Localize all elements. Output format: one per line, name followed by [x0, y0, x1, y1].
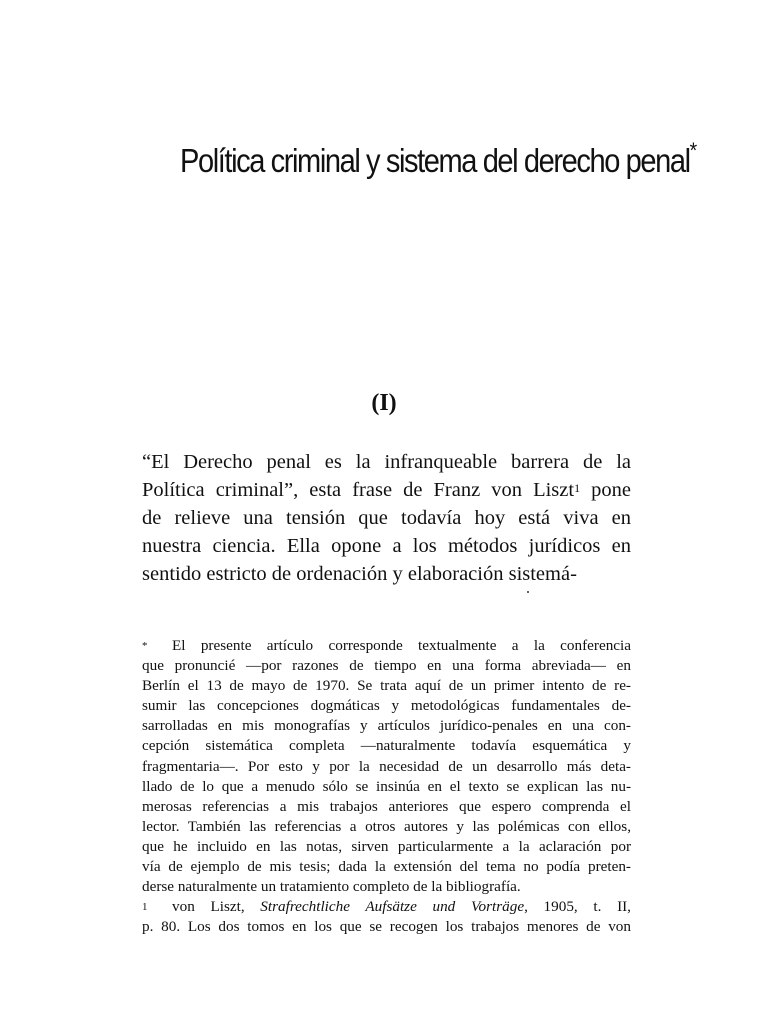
paragraph-line: nuestra ciencia. Ella opone a los métodos jurídicos en	[142, 535, 631, 557]
paragraph-line-tail: pone	[580, 479, 631, 501]
footnote-line: vía de ejemplo de mis tesis; dada la extensión del tema no podía preten-	[142, 858, 631, 876]
footnote-line: p. 80. Los dos tomos en los que se recogen los trabajos menores de von	[142, 918, 631, 936]
footnote-text: El presente artículo corresponde textualmente a la conferencia	[172, 637, 631, 654]
footnote-line: que pronuncié —por razones de tiempo en una forma abreviada— en	[142, 657, 631, 675]
footnote-line	[142, 636, 631, 656]
paragraph-line: de relieve una tensión que todavía hoy está viva en	[142, 507, 631, 529]
footnote-line	[142, 897, 631, 917]
title-footnote-mark: *	[689, 138, 696, 163]
footnote-mark: *	[142, 640, 148, 652]
stray-mark	[527, 591, 529, 593]
footnote-reference: 1	[574, 481, 581, 495]
page-title	[180, 138, 696, 180]
title-text: Política criminal y sistema del derecho penal	[180, 142, 690, 179]
footnote-text: von Liszt,	[172, 898, 261, 916]
footnote-line: merosas referencias a mis trabajos anteriores que espero comprenda el	[142, 797, 631, 815]
footnote-line: llado de lo que a menudo sólo se insinúa en el texto se explican las nu-	[142, 777, 631, 795]
paragraph-line	[142, 476, 631, 504]
footnote-line: cepción sistemática completa —naturalmente todavía esquemática y	[142, 737, 631, 755]
footnote-line: fragmentaria—. Por esto y por la necesidad de un desarrollo más deta-	[142, 757, 631, 775]
footnote-line: sumir las concepciones dogmáticas y metodológicas fundamentales de-	[142, 697, 631, 715]
footnote-line: Berlín el 13 de mayo de 1970. Se trata aquí de un primer intento de re-	[142, 677, 631, 695]
paragraph-line: “El Derecho penal es la infranqueable barrera de la	[142, 451, 631, 473]
footnote-mark: 1	[142, 901, 148, 914]
paragraph-line: sentido estricto de ordenación y elaboración sistemá-	[142, 563, 577, 585]
section-number: (I)	[371, 390, 397, 416]
paragraph-line-text: Política criminal”, esta frase de Franz von Liszt	[142, 479, 575, 501]
footnote-line: lector. También las referencias a otros autores y las polémicas con ellos,	[142, 817, 631, 835]
footnote-line: sarrolladas en mis monografías y artículos jurídico-penales en una con-	[142, 717, 631, 735]
footnote-text: , 1905, t. II,	[524, 898, 631, 916]
footnote-line: que he incluido en las notas, sirven particularmente a la aclaración por	[142, 837, 631, 855]
cited-work-title: Strafrechtliche Aufsätze und Vorträge	[260, 898, 525, 916]
main-paragraph	[142, 448, 631, 588]
footnotes	[142, 636, 631, 937]
footnote-line: derse naturalmente un tratamiento completo de la bibliografía.	[142, 878, 521, 896]
